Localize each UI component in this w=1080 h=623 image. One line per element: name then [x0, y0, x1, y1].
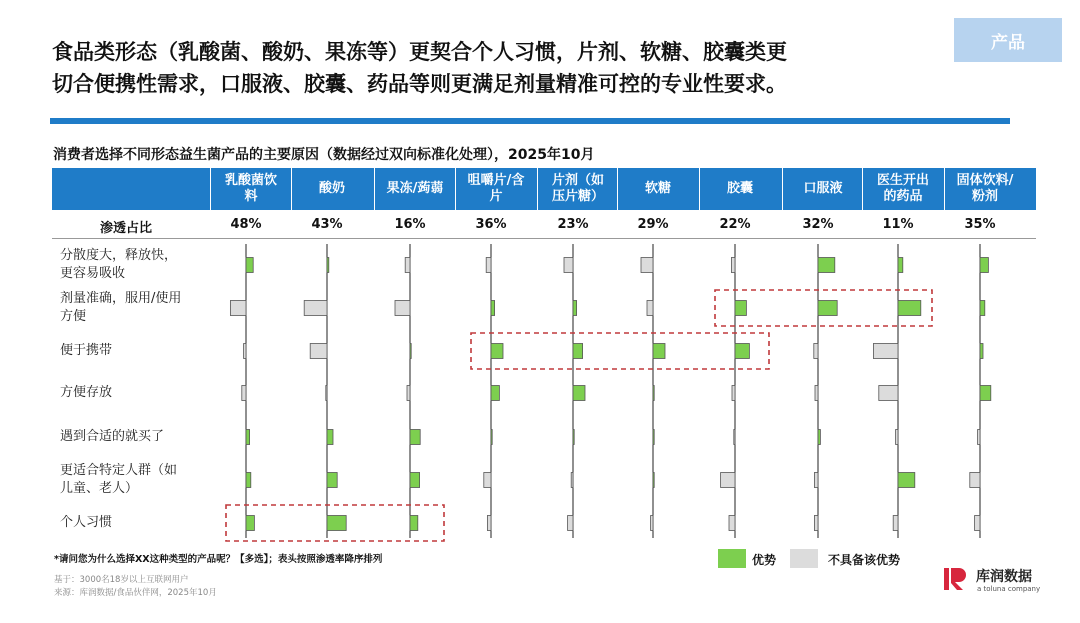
bar-advantage — [410, 344, 411, 359]
bar-no-advantage — [641, 258, 653, 273]
bar-no-advantage — [721, 473, 735, 488]
legend-label-advantage: 优势 — [752, 553, 777, 567]
bar-no-advantage — [571, 473, 573, 488]
row-label-line: 便于携带 — [60, 343, 113, 358]
bar-no-advantage — [395, 301, 410, 316]
bar-advantage — [573, 430, 574, 445]
bar-no-advantage — [814, 516, 818, 531]
headline-line-1: 食品类形态（乳酸菌、酸奶、果冻等）更契合个人习惯，片剂、软糖、胶囊类更 — [52, 40, 787, 64]
footnote: *请问您为什么选择XX这种类型的产品呢？【多选】；表头按照渗透率降序排列 — [54, 554, 383, 565]
bar-advantage — [491, 301, 495, 316]
bar-advantage — [980, 386, 991, 401]
bar-no-advantage — [244, 344, 246, 359]
column-header-line: 料 — [244, 189, 258, 204]
legend-swatch-no-advantage — [790, 549, 818, 568]
bar-no-advantage — [893, 516, 898, 531]
column-header-line: 软糖 — [644, 181, 671, 196]
highlight-box — [471, 333, 769, 369]
bar-advantage — [735, 301, 746, 316]
bar-advantage — [653, 344, 665, 359]
brand-logo-icon — [943, 567, 969, 591]
penetration-value: 16% — [394, 217, 426, 232]
bar-no-advantage — [732, 386, 735, 401]
bar-advantage — [653, 430, 654, 445]
bar-no-advantage — [729, 516, 735, 531]
row-label-line: 遇到合适的就买了 — [60, 429, 165, 444]
bar-no-advantage — [734, 430, 735, 445]
bar-advantage — [898, 301, 921, 316]
column-header-line: 乳酸菌饮 — [224, 173, 277, 188]
column-header-line: 酸奶 — [318, 181, 345, 196]
bar-advantage — [327, 258, 329, 273]
row-label-line: 方便 — [60, 309, 87, 324]
bar-advantage — [246, 473, 251, 488]
bar-no-advantage — [814, 473, 818, 488]
penetration-value: 43% — [311, 217, 343, 232]
penetration-label: 渗透占比 — [100, 221, 153, 236]
bar-no-advantage — [242, 386, 246, 401]
bar-advantage — [980, 344, 983, 359]
bar-advantage — [573, 301, 577, 316]
column-header-line: 果冻/蒟蒻 — [386, 181, 444, 196]
column-header-line: 的药品 — [883, 189, 923, 204]
bar-no-advantage — [970, 473, 980, 488]
bar-no-advantage — [564, 258, 573, 273]
brand-subtitle: a toluna company — [977, 585, 1041, 593]
bar-no-advantage — [873, 344, 898, 359]
bar-no-advantage — [310, 344, 327, 359]
legend-label-no-advantage: 不具备该优势 — [828, 553, 901, 567]
column-header-line: 口服液 — [803, 181, 843, 196]
source-note: 来源：库润数据/食品伙伴网，2025年10月 — [54, 588, 217, 598]
bar-advantage — [410, 430, 420, 445]
penetration-value: 36% — [475, 217, 507, 232]
bar-advantage — [898, 258, 903, 273]
penetration-value: 35% — [964, 217, 996, 232]
bar-advantage — [818, 301, 837, 316]
bar-advantage — [980, 258, 988, 273]
row-label-line: 分散度大，释放快， — [60, 248, 178, 263]
column-header-line: 胶囊 — [726, 181, 753, 196]
bar-advantage — [735, 344, 749, 359]
penetration-value: 11% — [882, 217, 914, 232]
bar-advantage — [491, 386, 499, 401]
bar-advantage — [818, 430, 820, 445]
bar-advantage — [410, 473, 420, 488]
chart-title: 消费者选择不同形态益生菌产品的主要原因（数据经过双向标准化处理），2025年10月 — [53, 147, 595, 163]
bar-advantage — [573, 344, 583, 359]
bar-no-advantage — [975, 516, 980, 531]
bar-no-advantage — [405, 258, 410, 273]
legend-swatch-advantage — [718, 549, 746, 568]
bar-advantage — [491, 430, 492, 445]
bar-advantage — [327, 430, 333, 445]
column-header-line: 固体饮料/ — [956, 173, 1014, 188]
penetration-value: 32% — [802, 217, 834, 232]
bar-no-advantage — [814, 344, 818, 359]
bar-advantage — [898, 473, 915, 488]
column-header-line: 医生开出 — [876, 173, 929, 188]
source-notes — [54, 574, 217, 600]
bar-advantage — [246, 516, 254, 531]
bar-advantage — [410, 516, 418, 531]
bar-advantage — [327, 516, 346, 531]
column-header-line: 片 — [489, 189, 503, 204]
bar-no-advantage — [568, 516, 573, 531]
bar-advantage — [653, 386, 654, 401]
penetration-value: 29% — [637, 217, 669, 232]
bar-no-advantage — [647, 301, 653, 316]
bar-advantage — [818, 258, 835, 273]
row-label-line: 更适合特定人群（如 — [60, 463, 178, 478]
penetration-value: 22% — [719, 217, 751, 232]
bar-advantage — [327, 473, 337, 488]
bar-no-advantage — [326, 386, 327, 401]
penetration-value: 23% — [557, 217, 589, 232]
bar-advantage — [980, 301, 985, 316]
bar-no-advantage — [978, 430, 980, 445]
column-header-line: 粉剂 — [971, 189, 998, 204]
column-header-line: 压片糖） — [551, 189, 604, 204]
bar-advantage — [573, 386, 585, 401]
bar-no-advantage — [486, 258, 491, 273]
bar-advantage — [491, 344, 503, 359]
brand-name: 库润数据 — [976, 569, 1032, 585]
penetration-value: 48% — [230, 217, 262, 232]
product-tag: 产品 — [954, 18, 1062, 62]
column-header-line: 片剂（如 — [551, 173, 604, 188]
row-label-line: 儿童、老人） — [60, 481, 139, 496]
row-label-line: 方便存放 — [60, 385, 113, 400]
bar-no-advantage — [487, 516, 491, 531]
bar-no-advantage — [731, 258, 735, 273]
bar-no-advantage — [651, 516, 653, 531]
row-label-line: 个人习惯 — [60, 515, 113, 530]
bar-no-advantage — [484, 473, 491, 488]
bar-advantage — [246, 258, 253, 273]
row-label-line: 剂量准确，服用/使用 — [60, 291, 182, 306]
row-label-line: 更容易吸收 — [60, 266, 126, 281]
bar-no-advantage — [304, 301, 327, 316]
bar-advantage — [246, 430, 250, 445]
bar-no-advantage — [879, 386, 898, 401]
headline-line-2: 切合便携性需求，口服液、胶囊、药品等则更满足剂量精准可控的专业性要求。 — [52, 72, 787, 96]
bar-no-advantage — [407, 386, 410, 401]
bar-advantage — [653, 473, 654, 488]
bar-no-advantage — [230, 301, 246, 316]
bar-no-advantage — [896, 430, 898, 445]
column-header-line: 咀嚼片/含 — [467, 173, 525, 188]
bar-no-advantage — [815, 386, 818, 401]
base-note: 基于：3000名18岁以上互联网用户 — [54, 575, 189, 585]
